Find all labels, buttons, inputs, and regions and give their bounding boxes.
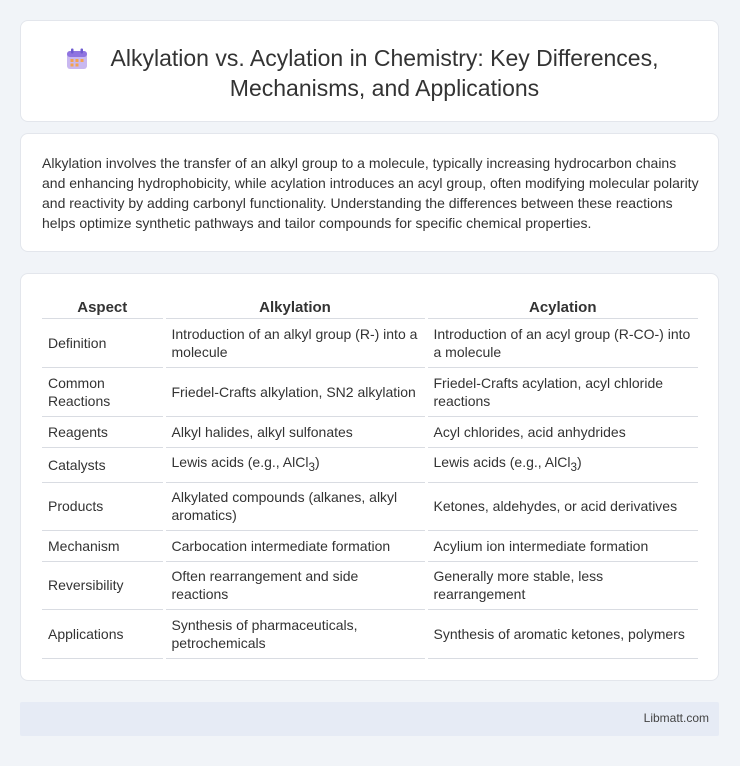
cell-text: ) xyxy=(314,453,320,470)
cell-alkylation: Introduction of an alkyl group (R-) into a molecule xyxy=(164,318,426,367)
title-card xyxy=(20,20,719,122)
cell-text: Lewis acids (e.g., AlCl xyxy=(171,453,309,470)
cell-acylation: Acyl chlorides, acid anhydrides xyxy=(426,416,698,447)
cell-acylation: Ketones, aldehydes, or acid derivatives xyxy=(426,482,698,530)
cell-aspect: Common Reactions xyxy=(42,367,164,416)
cell-alkylation xyxy=(164,447,426,482)
table-row xyxy=(42,561,698,609)
cell-acylation: Generally more stable, less rearrangement xyxy=(426,561,698,609)
table-row xyxy=(42,416,698,447)
cell-aspect: Applications xyxy=(42,609,164,658)
cell-aspect: Reagents xyxy=(42,416,164,447)
cell-acylation: Acylium ion intermediate formation xyxy=(426,530,698,561)
cell-alkylation: Alkylated compounds (alkanes, alkyl aromatics) xyxy=(164,482,426,530)
intro-paragraph: Alkylation involves the transfer of an alkyl group to a molecule, typically increasing hydrocarbon chains and enhancing hydrophobicity, while acylation introduces an acyl group, often modifying molecular polarity and reactivity by adding carbonyl functionality. Understanding the differences between these reactions helps optimize synthetic pathways and tailor compounds for specific chemical properties. xyxy=(42,155,699,231)
table-row xyxy=(42,609,698,658)
cell-alkylation: Alkyl halides, alkyl sulfonates xyxy=(164,416,426,447)
table-row xyxy=(42,318,698,367)
cell-acylation: Introduction of an acyl group (R-CO-) into a molecule xyxy=(426,318,698,367)
cell-aspect: Reversibility xyxy=(42,561,164,609)
cell-aspect: Catalysts xyxy=(42,447,164,482)
cell-acylation: Synthesis of aromatic ketones, polymers xyxy=(426,609,698,658)
cell-alkylation: Carbocation intermediate formation xyxy=(164,530,426,561)
subscript: 3 xyxy=(308,460,315,474)
table-row xyxy=(42,447,698,482)
cell-text: Lewis acids (e.g., AlCl xyxy=(433,453,571,470)
table-row xyxy=(42,530,698,561)
header-alkylation: Alkylation xyxy=(164,296,426,318)
table-header-row xyxy=(42,296,698,318)
cell-alkylation: Friedel-Crafts alkylation, SN2 alkylation xyxy=(164,367,426,416)
cell-aspect: Definition xyxy=(42,318,164,367)
cell-acylation: Friedel-Crafts acylation, acyl chloride reactions xyxy=(426,367,698,416)
subscript: 3 xyxy=(570,460,577,474)
header-acylation: Acylation xyxy=(426,296,698,318)
cell-acylation xyxy=(426,447,698,482)
page-title: Alkylation vs. Acylation in Chemistry: Key Differences, Mechanisms, and Applications xyxy=(110,45,659,101)
cell-text: ) xyxy=(576,453,582,470)
cell-aspect: Products xyxy=(42,482,164,530)
cell-aspect: Mechanism xyxy=(42,530,164,561)
footer xyxy=(20,702,719,736)
comparison-card xyxy=(20,273,719,681)
table-row xyxy=(42,482,698,530)
header-aspect: Aspect xyxy=(42,296,164,318)
comparison-table xyxy=(42,296,698,659)
cell-alkylation: Often rearrangement and side reactions xyxy=(164,561,426,609)
footer-brand[interactable]: Libmatt.com xyxy=(643,711,709,725)
intro-card xyxy=(20,133,719,252)
table-row xyxy=(42,367,698,416)
cell-alkylation: Synthesis of pharmaceuticals, petrochemicals xyxy=(164,609,426,658)
